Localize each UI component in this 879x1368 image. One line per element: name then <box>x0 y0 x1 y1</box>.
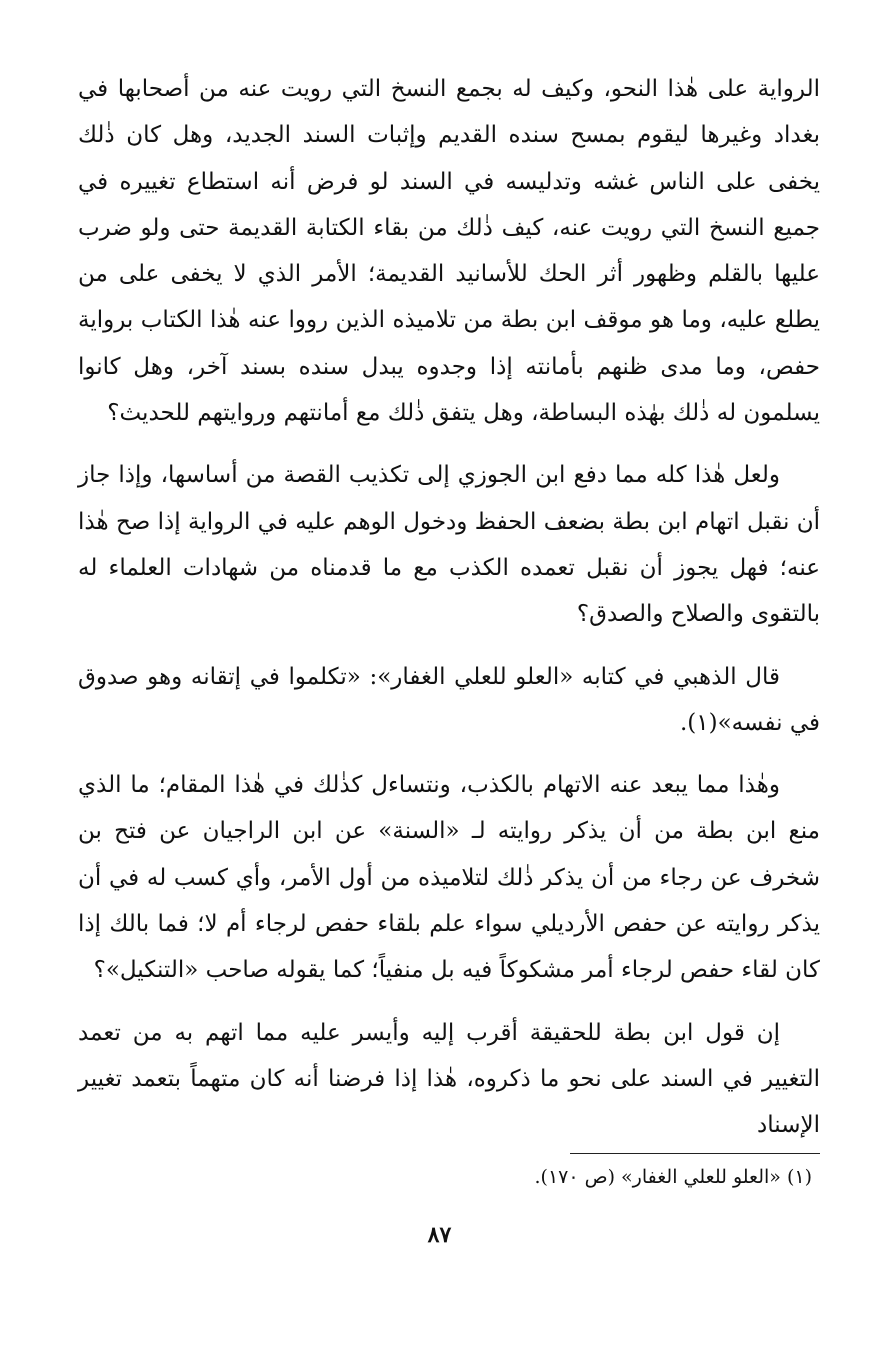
paragraph-5: إن قول ابن بطة للحقيقة أقرب إليه وأيسر عليه مما اتهم به من تعمد التغيير في السند على نحو ما ذكروه، هٰذا إذا فرضنا أنه كان متهماً بتعمد تغيير الإسناد <box>78 1019 820 1139</box>
footnote: (١) «العلو للعلي الغفار» (ص ١٧٠). <box>534 1165 812 1188</box>
paragraph-1: الرواية على هٰذا النحو، وكيف له بجمع النسخ التي رويت عنه من أصحابها في بغداد وغيرها ليقوم بمسح سنده القديم وإثبات السند الجديد، وهل كان ذٰلك يخفى على الناس غشه وتدليسه في السند لو فرض أنه استطاع تغييره في جميع النسخ التي رويت عنه، كيف ذٰلك من بقاء الكتابة القديمة حتى ولو ضرب عليها بالقلم وظهور أثر الحك للأسانيد القديمة؛ الأمر الذي لا يخفى على من يطلع عليه، وما هو موقف ابن بطة من تلاميذه الذين رووا عنه هٰذا الكتاب برواية حفص، وما مدى ظنهم بأمانته إذا وجدوه يبدل سنده بسند آخر، وهل كانوا يسلمون له ذٰلك بهٰذه البساطة، وهل يتفق ذٰلك مع أمانتهم وروايتهم للحديث؟ <box>78 76 820 427</box>
paragraph-4: وهٰذا مما يبعد عنه الاتهام بالكذب، ونتساءل كذٰلك في هٰذا المقام؛ ما الذي منع ابن بطة من أن يذكر روايته لـ «السنة» عن ابن الراجيان عن فتح بن شخرف عن رجاء من أن يذكر ذٰلك لتلاميذه من أول الأمر، وأي كسب له في أن يذكر روايته عن حفص الأرديلي سواء علم بلقاء حفص لرجاء أم لا؛ فما بالك إذا كان لقاء حفص لرجاء أمر مشكوكاً فيه بل منفياً؛ كما يقوله صاحب «التنكيل»؟ <box>78 772 820 984</box>
page-number: ٨٧ <box>427 1222 452 1248</box>
paragraph-2: ولعل هٰذا كله مما دفع ابن الجوزي إلى تكذيب القصة من أساسها، وإذا جاز أن نقبل اتهام ابن بطة بضعف الحفظ ودخول الوهم عليه في الرواية إذا صح هٰذا عنه؛ فهل يجوز أن نقبل تعمده الكذب مع ما قدمناه من شهادات العلماء له بالتقوى والصلاح والصدق؟ <box>78 462 820 628</box>
footnote-divider <box>570 1153 820 1154</box>
page-body <box>78 66 820 1316</box>
paragraph-3: قال الذهبي في كتابه «العلو للعلي الغفار»: «تكلموا في إتقانه وهو صدوق في نفسه»(١). <box>78 663 820 736</box>
